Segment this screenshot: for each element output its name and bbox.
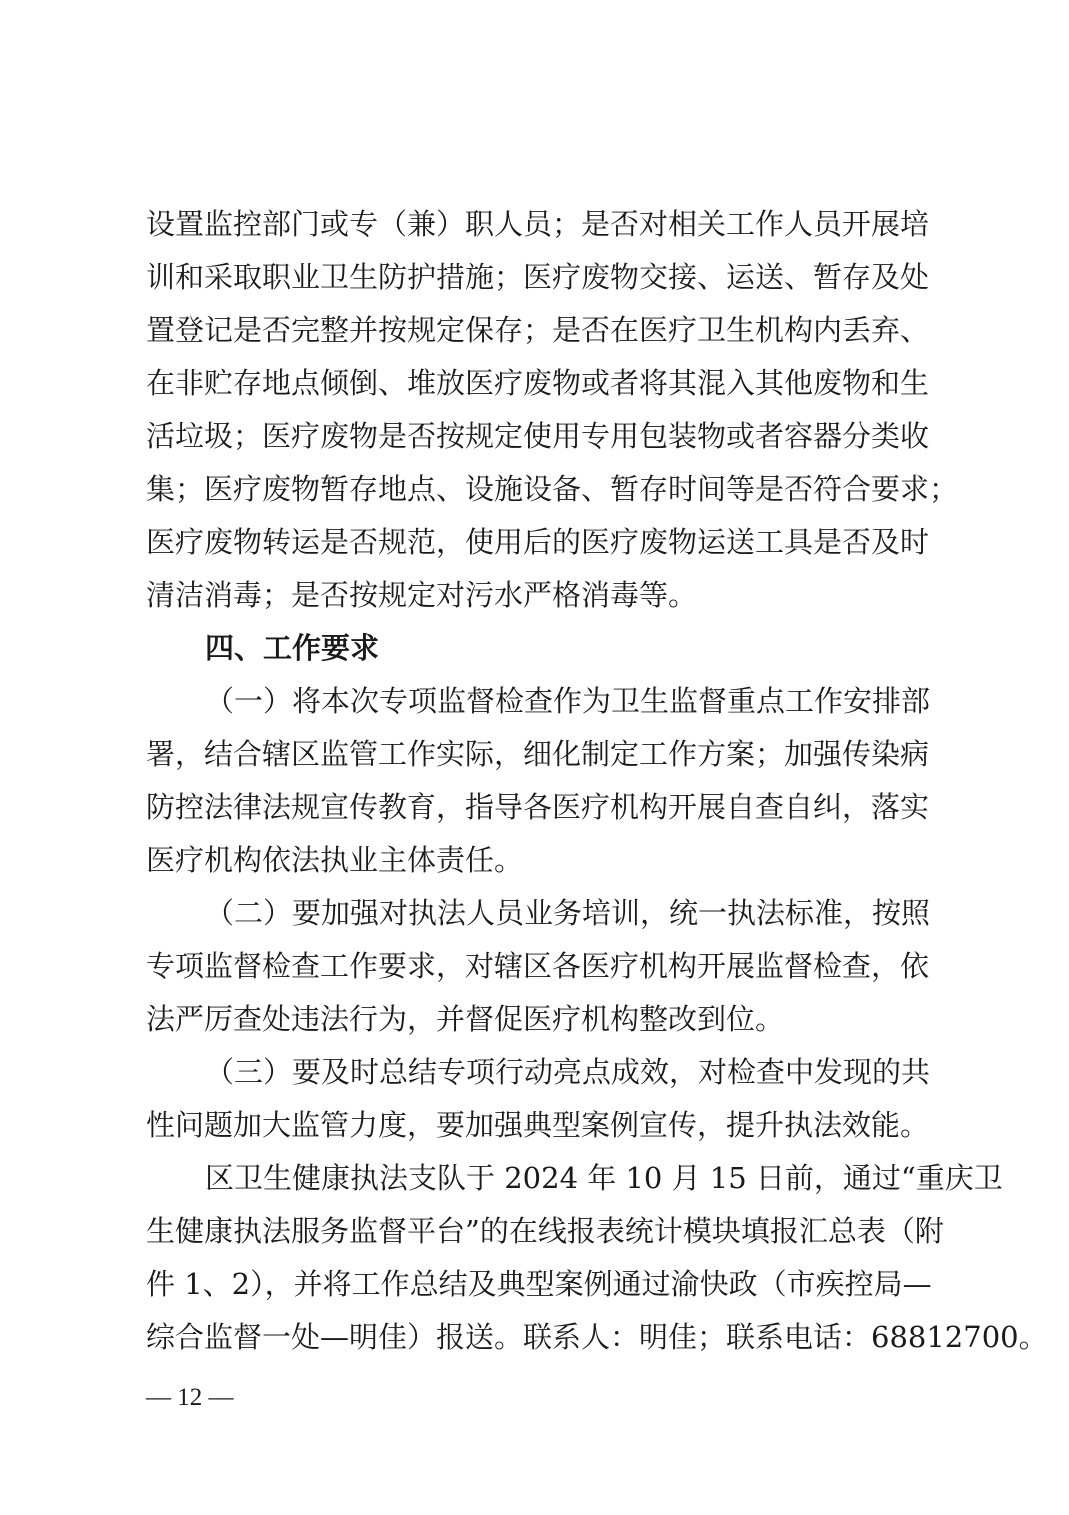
text-line: 防控法律法规宣传教育，指导各医疗机构开展自查自纠，落实 xyxy=(146,790,930,824)
text-line: 区卫生健康执法支队于 2024 年 10 月 15 日前，通过“重庆卫 xyxy=(205,1161,1003,1195)
text-line: （一）将本次专项监督检查作为卫生监督重点工作安排部 xyxy=(205,684,931,718)
text-line: 专项监督检查工作要求，对辖区各医疗机构开展监督检查，依 xyxy=(146,949,930,983)
text-line: 在非贮存地点倾倒、堆放医疗废物或者将其混入其他废物和生 xyxy=(146,366,930,400)
text-line: 医疗机构依法执业主体责任。 xyxy=(146,843,524,877)
text-line: 件 1、2），并将工作总结及典型案例通过渝快政（市疾控局— xyxy=(146,1267,932,1301)
section-heading: 四、工作要求 xyxy=(205,631,380,665)
text-line: 训和采取职业卫生防护措施；医疗废物交接、运送、暂存及处 xyxy=(146,260,930,294)
text-line: 综合监督一处—明佳）报送。联系人：明佳；联系电话：68812700。 xyxy=(146,1320,1048,1354)
text-line: 法严厉查处违法行为，并督促医疗机构整改到位。 xyxy=(146,1002,785,1036)
text-line: 清洁消毒；是否按规定对污水严格消毒等。 xyxy=(146,578,698,612)
text-line: 署，结合辖区监管工作实际，细化制定工作方案；加强传染病 xyxy=(146,737,930,771)
text-line: 置登记是否完整并按规定保存；是否在医疗卫生机构内丢弃、 xyxy=(146,313,930,347)
text-line: （二）要加强对执法人员业务培训，统一执法标准，按照 xyxy=(205,896,931,930)
text-line: 集；医疗废物暂存地点、设施设备、暂存时间等是否符合要求； xyxy=(146,472,959,506)
text-line: 医疗废物转运是否规范，使用后的医疗废物运送工具是否及时 xyxy=(146,525,930,559)
text-line: 活垃圾；医疗废物是否按规定使用专用包装物或者容器分类收 xyxy=(146,419,930,453)
text-line: 性问题加大监管力度，要加强典型案例宣传，提升执法效能。 xyxy=(146,1108,930,1142)
text-line: 设置监控部门或专（兼）职人员；是否对相关工作人员开展培 xyxy=(146,207,930,241)
text-line: （三）要及时总结专项行动亮点成效，对检查中发现的共 xyxy=(205,1055,931,1089)
page-number: — 12 — xyxy=(146,1384,234,1411)
text-line: 生健康执法服务监督平台”的在线报表统计模块填报汇总表（附 xyxy=(146,1214,944,1248)
